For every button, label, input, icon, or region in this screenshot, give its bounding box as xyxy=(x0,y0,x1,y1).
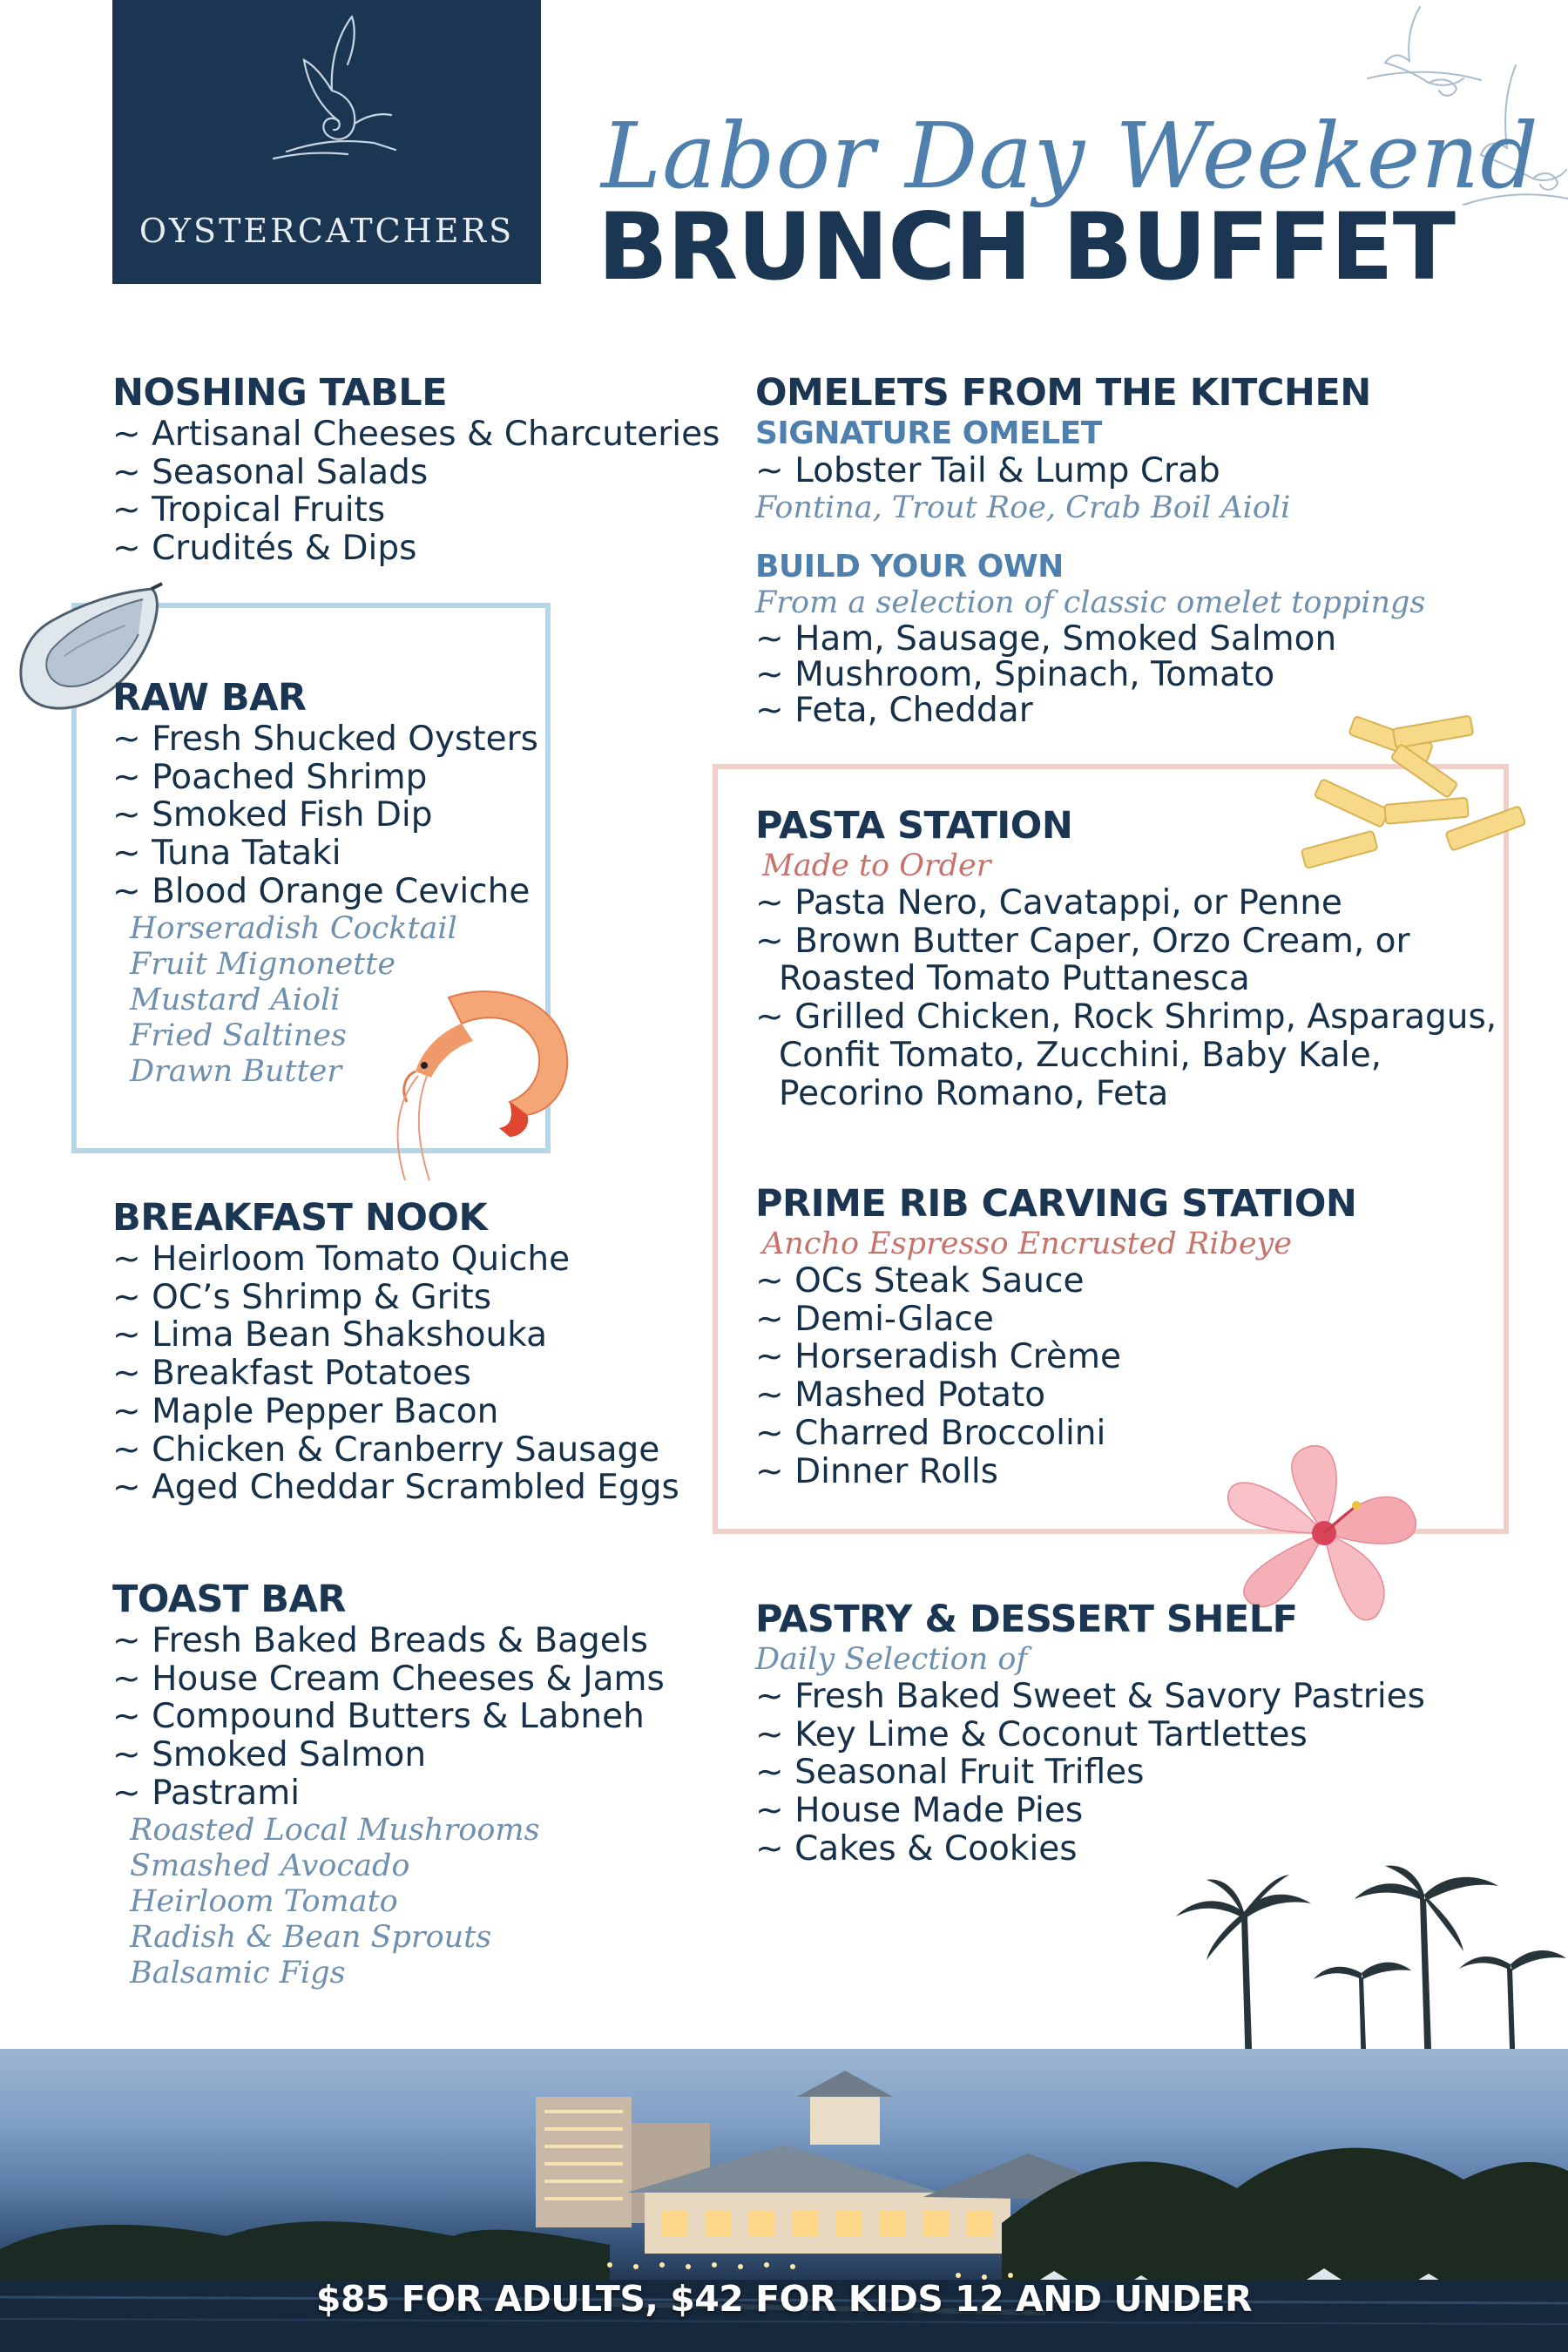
noshing-section xyxy=(112,370,720,568)
menu-note: Made to Order xyxy=(762,848,991,883)
menu-note: Heirloom Tomato xyxy=(130,1883,398,1919)
menu-item: ~ Chicken & Cranberry Sausage xyxy=(112,1429,660,1470)
section-heading: TOAST BAR xyxy=(112,1578,346,1621)
menu-item: ~ Breakfast Potatoes xyxy=(112,1354,471,1394)
menu-item: ~ Key Lime & Coconut Tartlettes xyxy=(755,1714,1308,1754)
brand-name: OYSTERCATCHERS xyxy=(139,212,515,250)
pasta-section xyxy=(755,803,1497,1112)
menu-item: ~ Artisanal Cheeses & Charcuteries xyxy=(112,415,720,454)
menu-item: ~ Fresh Baked Sweet & Savory Pastries xyxy=(755,1677,1425,1716)
menu-item: ~ Demi-Glace xyxy=(755,1299,994,1339)
menu-item: ~ Ham, Sausage, Smoked Salmon xyxy=(755,618,1337,659)
menu-item: ~ OC’s Shrimp & Grits xyxy=(112,1277,492,1317)
signature-omelet-label: SIGNATURE OMELET xyxy=(755,416,1102,451)
section-heading: OMELETS FROM THE KITCHEN xyxy=(755,371,1371,415)
menu-item-continued: Confit Tomato, Zucchini, Baby Kale, xyxy=(779,1035,1382,1075)
menu-item: ~ Fresh Shucked Oysters xyxy=(112,720,538,759)
menu-item: ~ House Cream Cheeses & Jams xyxy=(112,1659,665,1699)
menu-note: Fruit Mignonette xyxy=(130,946,396,982)
menu-note: Fried Saltines xyxy=(130,1017,347,1053)
menu-item: ~ Feta, Cheddar xyxy=(755,690,1033,730)
pastry-section xyxy=(755,1597,1425,1869)
menu-item: ~ Smoked Fish Dip xyxy=(112,795,433,835)
menu-item: ~ Heirloom Tomato Quiche xyxy=(112,1240,571,1279)
menu-item: ~ Cakes & Cookies xyxy=(755,1828,1078,1869)
menu-note: Ancho Espresso Encrusted Ribeye xyxy=(762,1227,1293,1261)
toast-bar-section xyxy=(112,1577,665,1991)
menu-item: ~ OCs Steak Sauce xyxy=(755,1261,1085,1301)
menu-note: Horseradish Cocktail xyxy=(130,910,457,946)
menu-note: Radish & Bean Sprouts xyxy=(130,1919,492,1955)
menu-note: Drawn Butter xyxy=(130,1053,342,1089)
section-heading: PRIME RIB CARVING STATION xyxy=(755,1182,1357,1226)
section-heading: NOSHING TABLE xyxy=(112,371,448,415)
menu-item: ~ Tuna Tataki xyxy=(112,834,341,874)
title-script: Labor Day Weekend xyxy=(601,103,1539,209)
menu-item: ~ Grilled Chicken, Rock Shrimp, Asparagus, xyxy=(755,997,1497,1037)
menu-item: ~ Mushroom, Spinach, Tomato xyxy=(755,654,1275,694)
section-heading: RAW BAR xyxy=(112,676,307,720)
build-your-own-label: BUILD YOUR OWN xyxy=(755,548,1064,585)
menu-item: ~ Poached Shrimp xyxy=(112,757,428,797)
menu-note: Roasted Local Mushrooms xyxy=(130,1812,540,1848)
menu-item: ~ Fresh Baked Breads & Bagels xyxy=(112,1621,648,1660)
menu-note: Balsamic Figs xyxy=(130,1955,346,1990)
menu-note: Smashed Avocado xyxy=(130,1848,410,1883)
title-main: BRUNCH BUFFET xyxy=(598,193,1456,301)
menu-item: ~ House Made Pies xyxy=(755,1791,1084,1831)
menu-item: ~ Charred Broccolini xyxy=(755,1413,1106,1453)
menu-item: ~ Seasonal Fruit Trifles xyxy=(755,1753,1145,1793)
menu-item: ~ Crudités & Dips xyxy=(112,529,417,569)
menu-note: Daily Selection of xyxy=(755,1642,1028,1677)
menu-item: ~ Mashed Potato xyxy=(755,1375,1046,1416)
section-heading: PASTRY & DESSERT SHELF xyxy=(755,1598,1298,1641)
menu-item: ~ Aged Cheddar Scrambled Eggs xyxy=(112,1468,679,1508)
omelets-section xyxy=(755,370,1425,728)
menu-item-continued: Roasted Tomato Puttanesca xyxy=(779,959,1250,999)
section-heading: PASTA STATION xyxy=(755,804,1073,848)
shrimp-icon xyxy=(379,963,588,1189)
menu-item: ~ Compound Butters & Labneh xyxy=(112,1697,645,1737)
price-banner: $85 FOR ADULTS, $42 FOR KIDS 12 AND UNDER xyxy=(315,2278,1253,2320)
menu-item: ~ Maple Pepper Bacon xyxy=(112,1391,499,1431)
menu-item-continued: Pecorino Romano, Feta xyxy=(779,1073,1169,1113)
menu-note: Fontina, Trout Roe, Crab Boil Aioli xyxy=(755,490,1291,525)
breakfast-section xyxy=(112,1195,679,1507)
bird-logo-icon xyxy=(269,12,400,186)
menu-item: ~ Pastrami xyxy=(112,1773,301,1813)
menu-item: ~ Tropical Fruits xyxy=(112,490,386,531)
menu-item: ~ Dinner Rolls xyxy=(755,1451,998,1491)
menu-item: ~ Pasta Nero, Cavatappi, or Penne xyxy=(755,883,1342,923)
section-heading: BREAKFAST NOOK xyxy=(112,1196,488,1240)
menu-note: Mustard Aioli xyxy=(130,982,341,1017)
menu-item: ~ Lima Bean Shakshouka xyxy=(112,1315,548,1355)
menu-item: ~ Horseradish Crème xyxy=(755,1337,1121,1377)
menu-note: From a selection of classic omelet toppings xyxy=(755,585,1426,620)
menu-item: ~ Brown Butter Caper, Orzo Cream, or xyxy=(755,921,1410,961)
logo-panel xyxy=(112,0,541,284)
menu-item: ~ Blood Orange Ceviche xyxy=(112,871,531,911)
palm-trees-icon xyxy=(1159,1864,1568,2073)
menu-item: ~ Seasonal Salads xyxy=(112,452,429,492)
menu-item: ~ Smoked Salmon xyxy=(112,1735,427,1775)
menu-item: ~ Lobster Tail & Lump Crab xyxy=(755,451,1220,490)
